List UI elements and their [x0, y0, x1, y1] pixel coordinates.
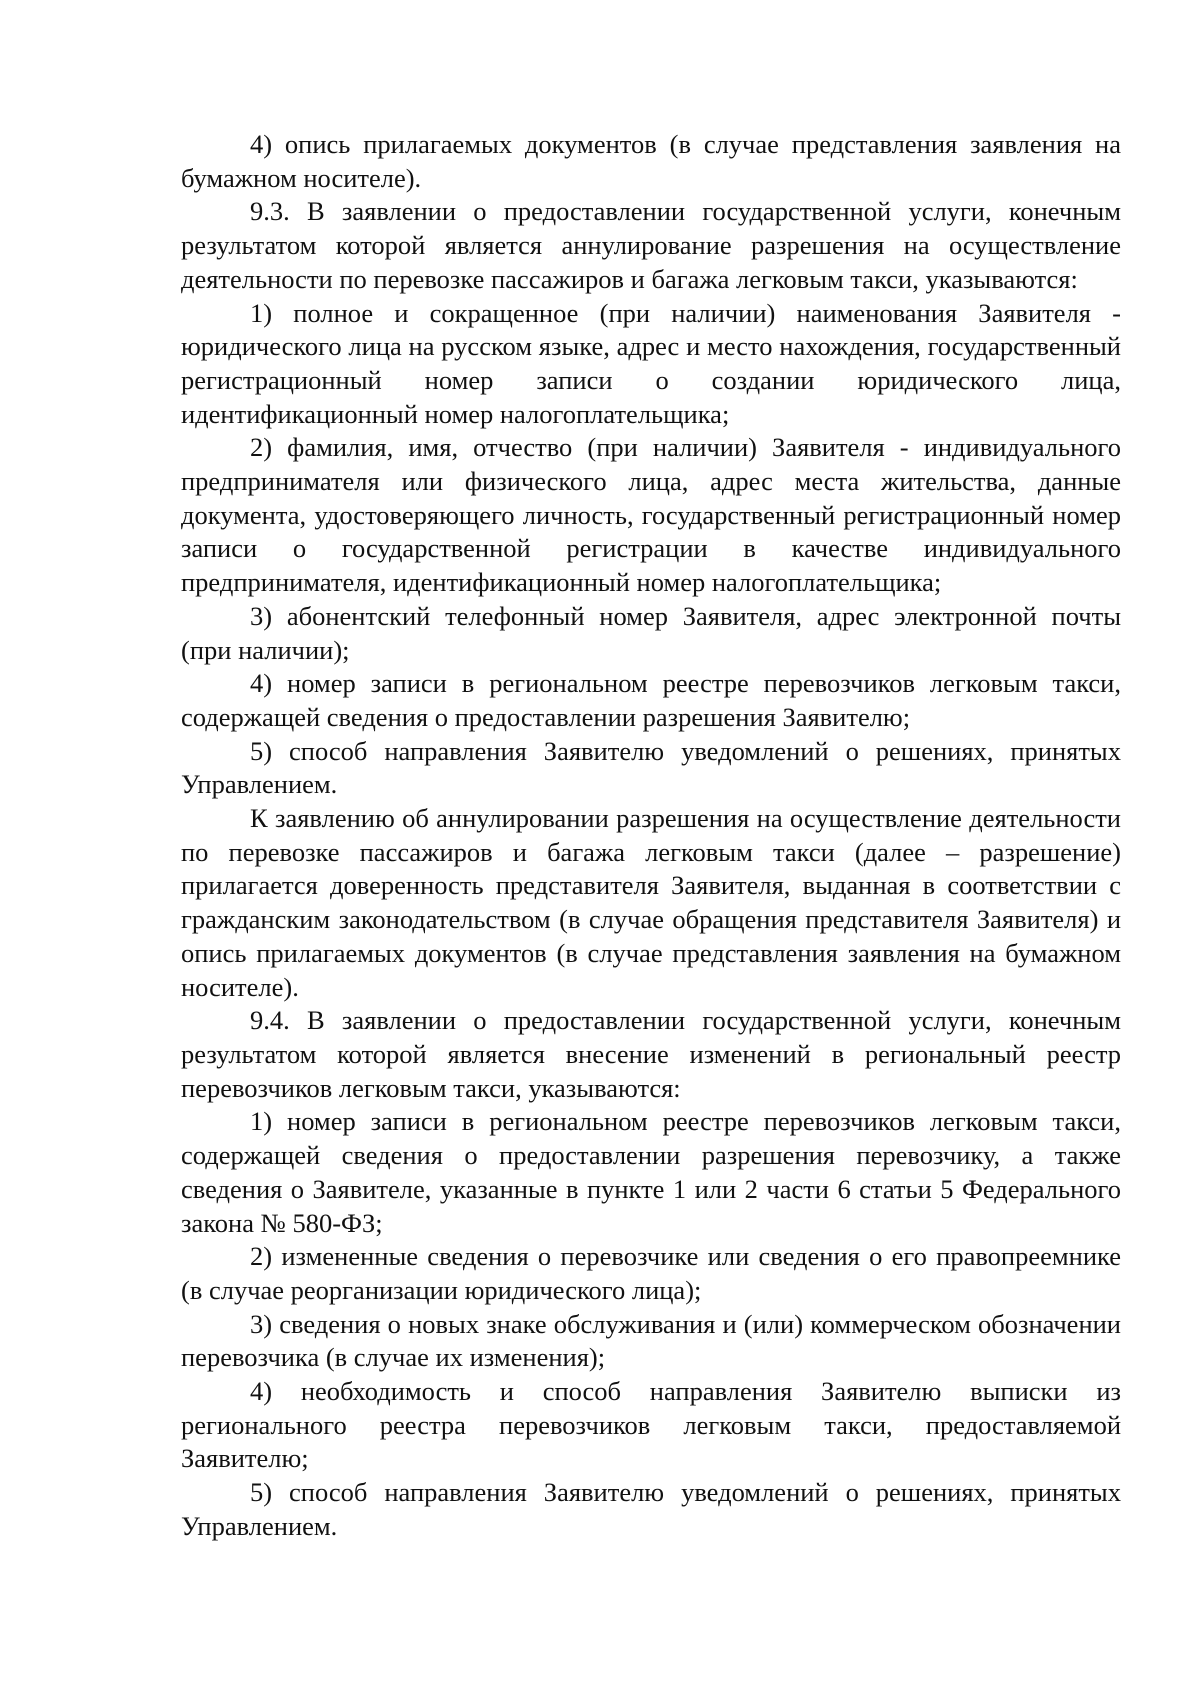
paragraph-9-3-item-4: 4) номер записи в региональном реестре перевозчиков легковым такси, содержащей сведения о предоставлении разрешения Заявителю;: [181, 668, 1121, 732]
paragraph-9-4-item-5: 5) способ направления Заявителю уведомлений о решениях, принятых Управлением.: [181, 1477, 1121, 1541]
paragraph-9-3-item-5: 5) способ направления Заявителю уведомлений о решениях, принятых Управлением.: [181, 735, 1121, 800]
paragraph-9-4-item-1: 1) номер записи в региональном реестре перевозчиков легковым такси, содержащей сведения о предоставлении разрешения перевозчику, а также сведения о Заявителе, указанные в пункте 1 или 2 части 6 статьи 5 Федерального закона № 580-ФЗ;: [181, 1106, 1121, 1238]
paragraph-9-4-item-2: 2) измененные сведения о перевозчике или сведения о его правопреемнике (в случае реорганизации юридического лица);: [181, 1241, 1121, 1305]
paragraph-annulment-attachments: К заявлению об аннулировании разрешения на осуществление деятельности по перевозке пассажиров и багажа легковым такси (далее – разрешение) прилагается доверенность представителя Заявителя, выданная в соответствии с гражданским законодательством (в случае обращения представителя Заявителя) и опись прилагаемых документов (в случае представления заявления на бумажном носителе).: [181, 803, 1121, 1002]
paragraph-9-3-item-3: 3) абонентский телефонный номер Заявителя, адрес электронной почты (при наличии);: [181, 600, 1121, 665]
paragraph-9-3-item-2: 2) фамилия, имя, отчество (при наличии) Заявителя - индивидуального предпринимателя или физического лица, адрес места жительства, данные документа, удостоверяющего личность, государственный регистрационный номер записи о государственной регистрации в качестве индивидуального предпринимателя, идентификационный номер налогоплательщика;: [181, 432, 1121, 598]
paragraph-item-4-list: 4) опись прилагаемых документов (в случае представления заявления на бумажном носителе).: [181, 129, 1121, 193]
paragraph-9-3-item-1: 1) полное и сокращенное (при наличии) наименования Заявителя - юридического лица на русском языке, адрес и место нахождения, государственный регистрационный номер записи о создании юридического лица, идентификационный номер налогоплательщика;: [181, 297, 1121, 429]
paragraph-9-4: 9.4. В заявлении о предоставлении государственной услуги, конечным результатом которой является внесение изменений в региональный реестр перевозчиков легковым такси, указываются:: [181, 1005, 1121, 1103]
paragraph-9-4-item-4: 4) необходимость и способ направления Заявителю выписки из регионального реестра перевозчиков легковым такси, предоставляемой Заявителю;: [181, 1376, 1121, 1474]
paragraph-9-3: 9.3. В заявлении о предоставлении государственной услуги, конечным результатом которой является аннулирование разрешения на осуществление деятельности по перевозке пассажиров и багажа легковым такси, указываются:: [181, 196, 1121, 294]
document-body: [181, 128, 1121, 1544]
paragraph-9-4-item-3: 3) сведения о новых знаке обслуживания и (или) коммерческом обозначении перевозчика (в случае их изменения);: [181, 1308, 1121, 1373]
